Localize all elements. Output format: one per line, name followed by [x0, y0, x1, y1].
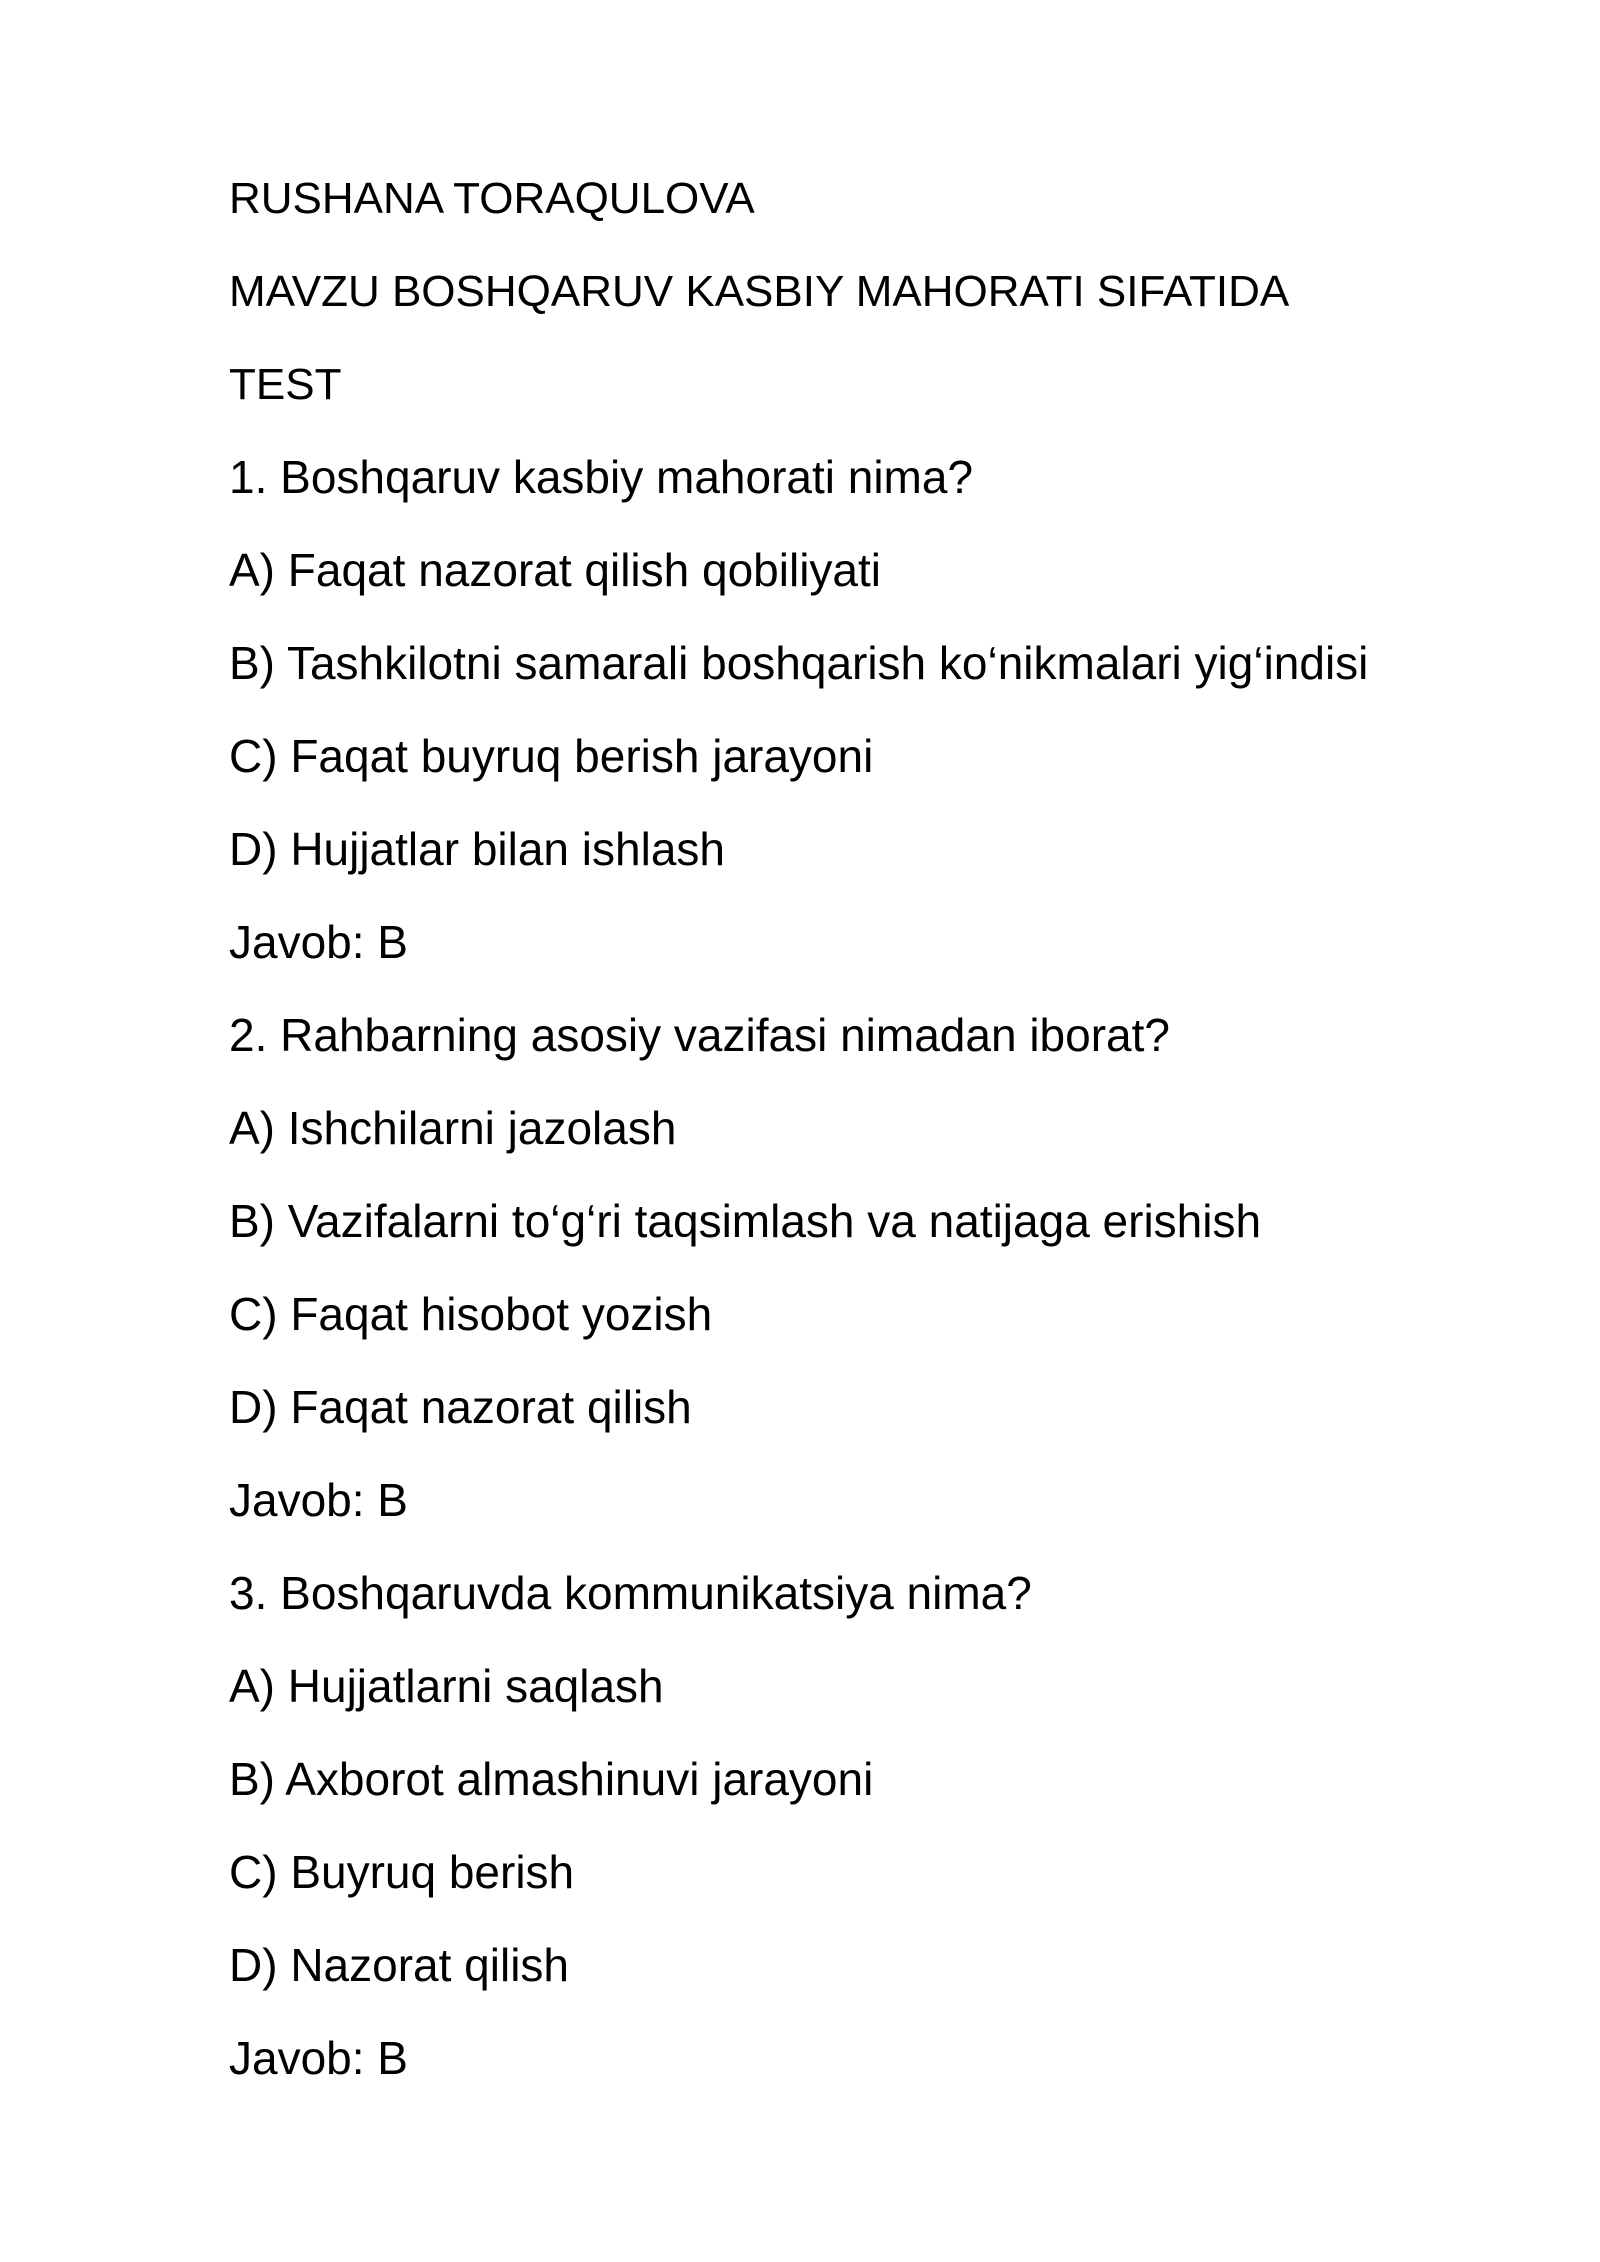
option-b: B) Vazifalarni to‘g‘ri taqsimlash va natijaga erishish: [229, 1195, 1262, 1247]
option-a: A) Faqat nazorat qilish qobiliyati: [229, 544, 881, 596]
author-name: RUSHANA TORAQULOVA: [229, 174, 755, 223]
question-block-1: [229, 431, 1559, 989]
option-d: D) Hujjatlar bilan ishlash: [229, 823, 725, 875]
option-c: C) Buyruq berish: [229, 1846, 575, 1898]
option-c: C) Faqat hisobot yozish: [229, 1288, 713, 1340]
option-c: C) Faqat buyruq berish jarayoni: [229, 730, 874, 782]
option-b: B) Tashkilotni samarali boshqarish ko‘nikmalari yig‘indisi: [229, 637, 1369, 689]
document-body: [229, 152, 1559, 2105]
answer-line: Javob: B: [229, 1474, 408, 1526]
option-d: D) Nazorat qilish: [229, 1939, 569, 1991]
question-text: 2. Rahbarning asosiy vazifasi nimadan iborat?: [229, 1009, 1170, 1061]
answer-line: Javob: B: [229, 916, 408, 968]
question-block-2: [229, 989, 1559, 1547]
option-b: B) Axborot almashinuvi jarayoni: [229, 1753, 874, 1805]
option-a: A) Ishchilarni jazolash: [229, 1102, 677, 1154]
question-block-3: [229, 1547, 1559, 2105]
topic-title: MAVZU BOSHQARUV KASBIY MAHORATI SIFATIDA: [229, 267, 1290, 316]
answer-line: Javob: B: [229, 2032, 408, 2084]
option-d: D) Faqat nazorat qilish: [229, 1381, 692, 1433]
question-text: 3. Boshqaruvda kommunikatsiya nima?: [229, 1567, 1032, 1619]
option-a: A) Hujjatlarni saqlash: [229, 1660, 664, 1712]
test-label: TEST: [229, 360, 342, 409]
question-text: 1. Boshqaruv kasbiy mahorati nima?: [229, 451, 974, 503]
